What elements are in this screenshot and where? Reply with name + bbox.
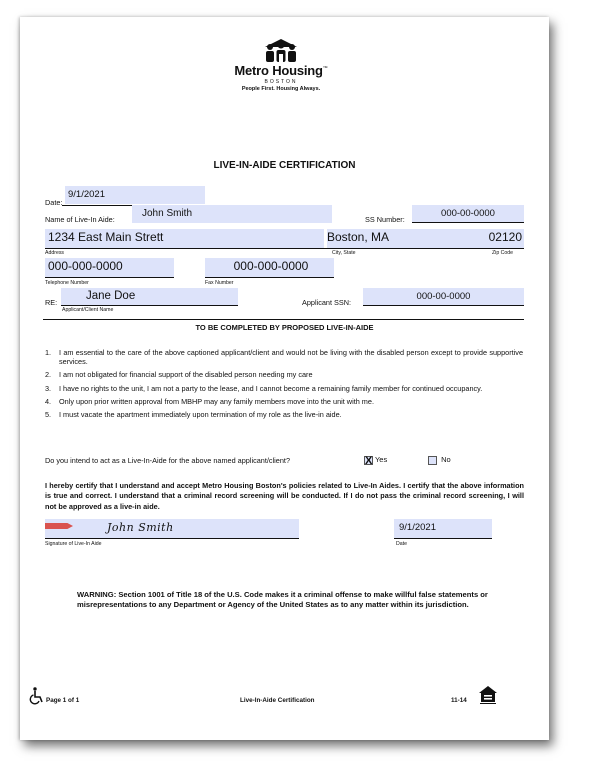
ssn-label: SS Number: bbox=[365, 215, 405, 224]
signature-date-label: Date bbox=[396, 541, 407, 547]
signature-date-field[interactable]: 9/1/2021 bbox=[394, 519, 492, 539]
section-divider bbox=[43, 319, 524, 320]
signature-label: Signature of Live-In Aide bbox=[45, 541, 102, 547]
section-title: TO BE COMPLETED BY PROPOSED LIVE-IN-AIDE bbox=[195, 323, 374, 332]
org-name: Metro Housing Boston bbox=[202, 481, 281, 490]
list-item: 4. Only upon prior written approval from MBHP may any family members move into the unit with me. bbox=[45, 396, 374, 406]
city-state-label: City, State bbox=[332, 250, 356, 256]
certification-statement: I hereby certify that I understand and accept Metro Housing Boston's policies related to Live-In Aides. I certify that the above information is true and correct. I understand that a criminal record screening will be conducted. If I do not pass the criminal record screening, I will not be approved as a live-in aide. bbox=[45, 481, 524, 511]
telephone-label: Telephone Number bbox=[45, 280, 89, 286]
zip-label: Zip Code bbox=[492, 250, 514, 256]
sign-here-tag-overlay bbox=[45, 523, 73, 529]
list-item: 1. I am essential to the care of the above captioned applicant/client and would not be living with the disabled person except to provide supportive services. bbox=[45, 348, 523, 367]
address-label: Address bbox=[45, 250, 65, 256]
footer-form-code: 11-14 bbox=[451, 697, 467, 704]
document-title: LIVE-IN-AIDE CERTIFICATION bbox=[213, 160, 356, 171]
wheelchair-icon bbox=[29, 687, 45, 710]
no-option[interactable] bbox=[428, 455, 451, 465]
intent-question: Do you intend to act as a Live-In-Aide for the above named applicant/client? bbox=[45, 456, 291, 465]
fax-field[interactable]: 000-000-0000 bbox=[205, 258, 334, 278]
footer-title: Live-In-Aide Certification bbox=[240, 697, 315, 704]
zip-field[interactable]: 02120 bbox=[427, 229, 524, 248]
footer-page-number: Page 1 of 1 bbox=[46, 697, 80, 704]
yes-checkbox[interactable]: X bbox=[365, 454, 373, 467]
signature-field[interactable]: John Smith bbox=[45, 519, 299, 539]
date-label: Date: bbox=[45, 198, 63, 207]
yes-option[interactable] bbox=[364, 455, 387, 465]
form-page bbox=[20, 17, 549, 740]
people-house-logo-icon bbox=[261, 38, 301, 62]
list-item: 3. I have no rights to the unit, I am not a party to the lease, and I cannot become a remaining family member for continued occupancy. bbox=[45, 383, 483, 393]
re-label: RE: bbox=[45, 298, 58, 307]
list-item: 5. I must vacate the apartment immediately upon termination of my role as the live-in aide. bbox=[45, 410, 342, 420]
logo-tagline: People First. Housing Always. bbox=[241, 86, 321, 92]
fax-label: Fax Number bbox=[205, 280, 234, 286]
list-item: 2. I am not obligated for financial support of the disabled person needing my care bbox=[45, 370, 313, 380]
telephone-field[interactable]: 000-000-0000 bbox=[45, 258, 174, 278]
date-field[interactable]: 9/1/2021 bbox=[65, 186, 205, 204]
yes-label: Yes bbox=[374, 455, 388, 464]
address-underline bbox=[45, 248, 524, 249]
city-state-field[interactable]: Boston, MA bbox=[327, 229, 427, 248]
logo-subtitle: BOSTON bbox=[264, 79, 298, 85]
no-label: No bbox=[441, 455, 451, 464]
legal-warning: WARNING: Section 1001 of Title 18 of the U.S. Code makes it a criminal offense to make willful false statements or misrepresentations to any Department or Agency of the United States as to any matter within its jurisdiction. bbox=[77, 590, 488, 609]
aide-name-field[interactable]: John Smith bbox=[132, 205, 332, 223]
equal-housing-icon bbox=[478, 685, 498, 710]
applicant-ssn-field[interactable]: 000-00-0000 bbox=[363, 288, 524, 306]
address-field[interactable]: 1234 East Main Strett bbox=[45, 229, 324, 248]
aide-name-label: Name of Live-In Aide: bbox=[45, 215, 115, 224]
requirements-list bbox=[45, 348, 523, 423]
applicant-name-label: Applicant/Client Name bbox=[62, 307, 114, 313]
applicant-ssn-label: Applicant SSN: bbox=[302, 298, 352, 307]
logo-title: Metro Housing™ bbox=[234, 63, 328, 78]
no-checkbox[interactable] bbox=[428, 456, 437, 465]
applicant-name-field[interactable]: Jane Doe bbox=[61, 288, 238, 306]
ssn-field[interactable]: 000-00-0000 bbox=[412, 205, 524, 223]
metro-housing-logo bbox=[216, 38, 346, 92]
